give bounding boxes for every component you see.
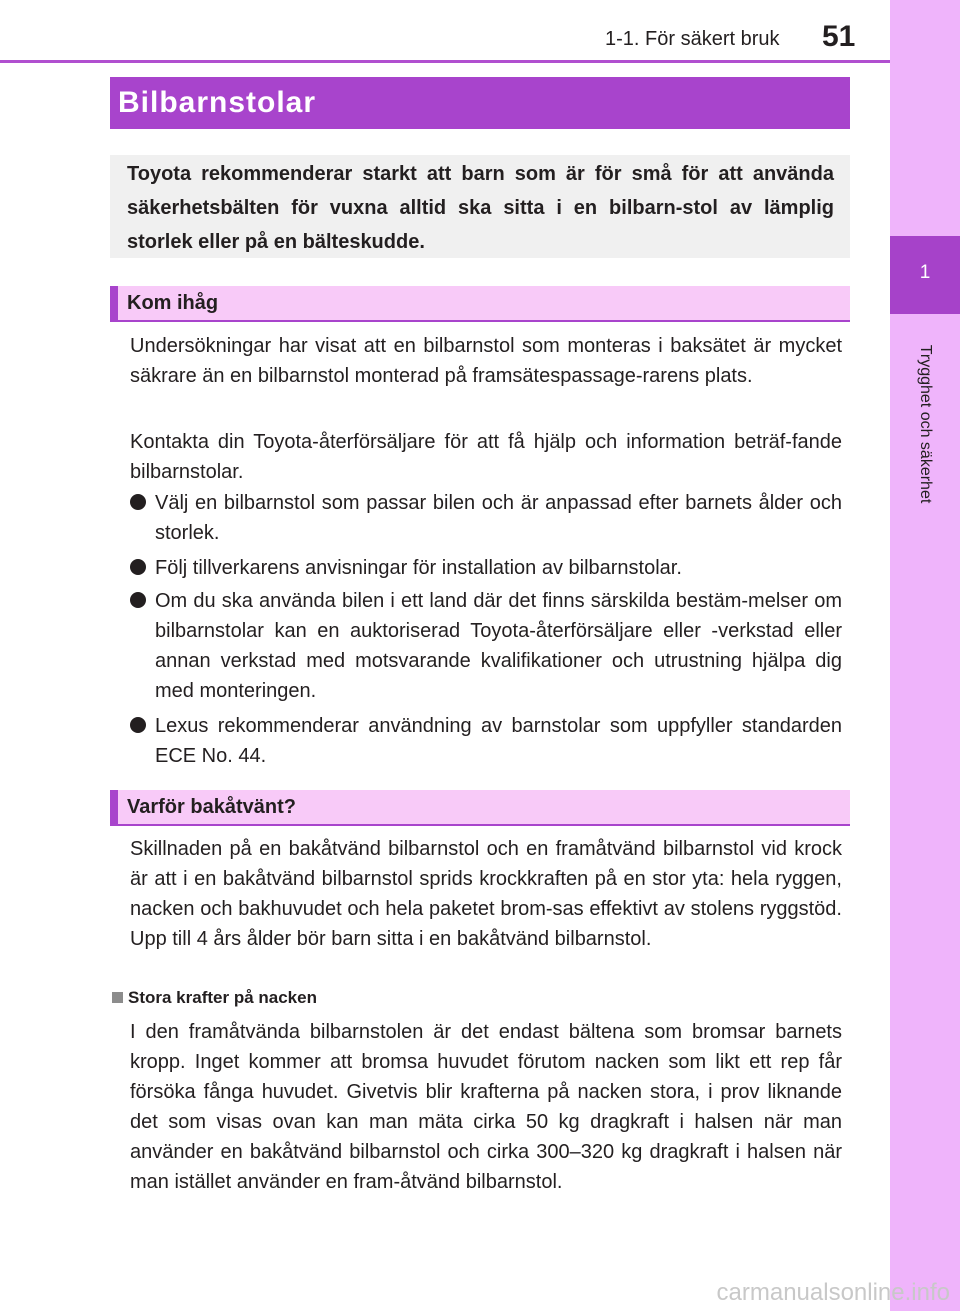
- side-tab-chapter-number: 1: [919, 262, 931, 283]
- subheading-text: Stora krafter på nacken: [128, 988, 317, 1007]
- page-title: Bilbarnstolar: [110, 77, 850, 129]
- list-item: [130, 586, 842, 706]
- section-heading-kom-ihag: Kom ihåg: [110, 286, 850, 322]
- watermark[interactable]: carmanualsonline.info: [716, 1279, 950, 1306]
- list-item: [130, 488, 842, 548]
- running-header-section: 1-1. För säkert bruk: [605, 28, 780, 50]
- varfor-paragraph: Skillnaden på en bakåtvänd bilbarnstol och en framåtvänd bilbarnstol vid krock är att i en bakåtvänd bilbarnstol sprids krockkraften på en stor yta: hela ryggen, nacken och bakhuvudet och hela paketet brom-sas effektivt av stolens ryggstöd. Upp till 4 års ålder bör barn sitta i en bakåtvänd bilbarnstol.: [130, 838, 842, 950]
- stora-krafter-paragraph: I den framåtvända bilbarnstolen är det endast bältena som bromsar barnets kropp. Inget kommer att bromsa huvudet förutom nacken som likt ett rep får försöka fånga huvudet. Givetvis blir krafterna på nacken stora, i prov liknande det som visas ovan kan man mäta cirka 50 kg dragkraft i halsen när man använder en bakåtvänd bilbarnstol och cirka 300–320 kg dragkraft i halsen när man istället använder en fram-åtvänd bilbarnstol.: [130, 1021, 842, 1193]
- subheading-stora-krafter: [112, 988, 317, 1008]
- side-tab-chapter-label: Trygghet och säkerhet: [917, 344, 934, 504]
- bullet-icon: [130, 494, 146, 510]
- kom-ihag-paragraph-1: Undersökningar har visat att en bilbarnstol som monteras i baksätet är mycket säkrare än en bilbarnstol monterad på framsätespassage-rarens plats.: [130, 335, 842, 387]
- kom-ihag-paragraph-2: Kontakta din Toyota-återförsäljare för att få hjälp och information beträf-fande bilbarnstolar.: [130, 431, 842, 483]
- list-item-text: Om du ska använda bilen i ett land där det finns särskilda bestäm-melser om bilbarnstolar kan en auktoriserad Toyota-återförsäljare eller -verkstad eller annan verkstad med motsvarande kvalifikationer och utrustning hjälpa dig med monteringen.: [155, 590, 842, 702]
- list-item: [130, 553, 842, 583]
- list-item-text: Välj en bilbarnstol som passar bilen och är anpassad efter barnets ålder och storlek.: [155, 492, 842, 544]
- section-heading-varfor-bakatvant: Varför bakåtvänt?: [110, 790, 850, 826]
- list-item-text: Följ tillverkarens anvisningar för installation av bilbarnstolar.: [155, 557, 682, 579]
- list-item-text: Lexus rekommenderar användning av barnstolar som uppfyller standarden ECE No. 44.: [155, 715, 842, 767]
- square-marker-icon: [112, 992, 123, 1003]
- list-item: [130, 711, 842, 771]
- bullet-icon: [130, 559, 146, 575]
- bullet-icon: [130, 717, 146, 733]
- bullet-icon: [130, 592, 146, 608]
- header-divider: [0, 60, 890, 63]
- side-tab-strip: [890, 0, 960, 1311]
- page-number: 51: [822, 20, 856, 53]
- intro-box: Toyota rekommenderar starkt att barn som är för små för att använda säkerhetsbälten för vuxna alltid ska sitta i en bilbarn-stol av lämplig storlek eller på en bälteskudde.: [110, 155, 850, 258]
